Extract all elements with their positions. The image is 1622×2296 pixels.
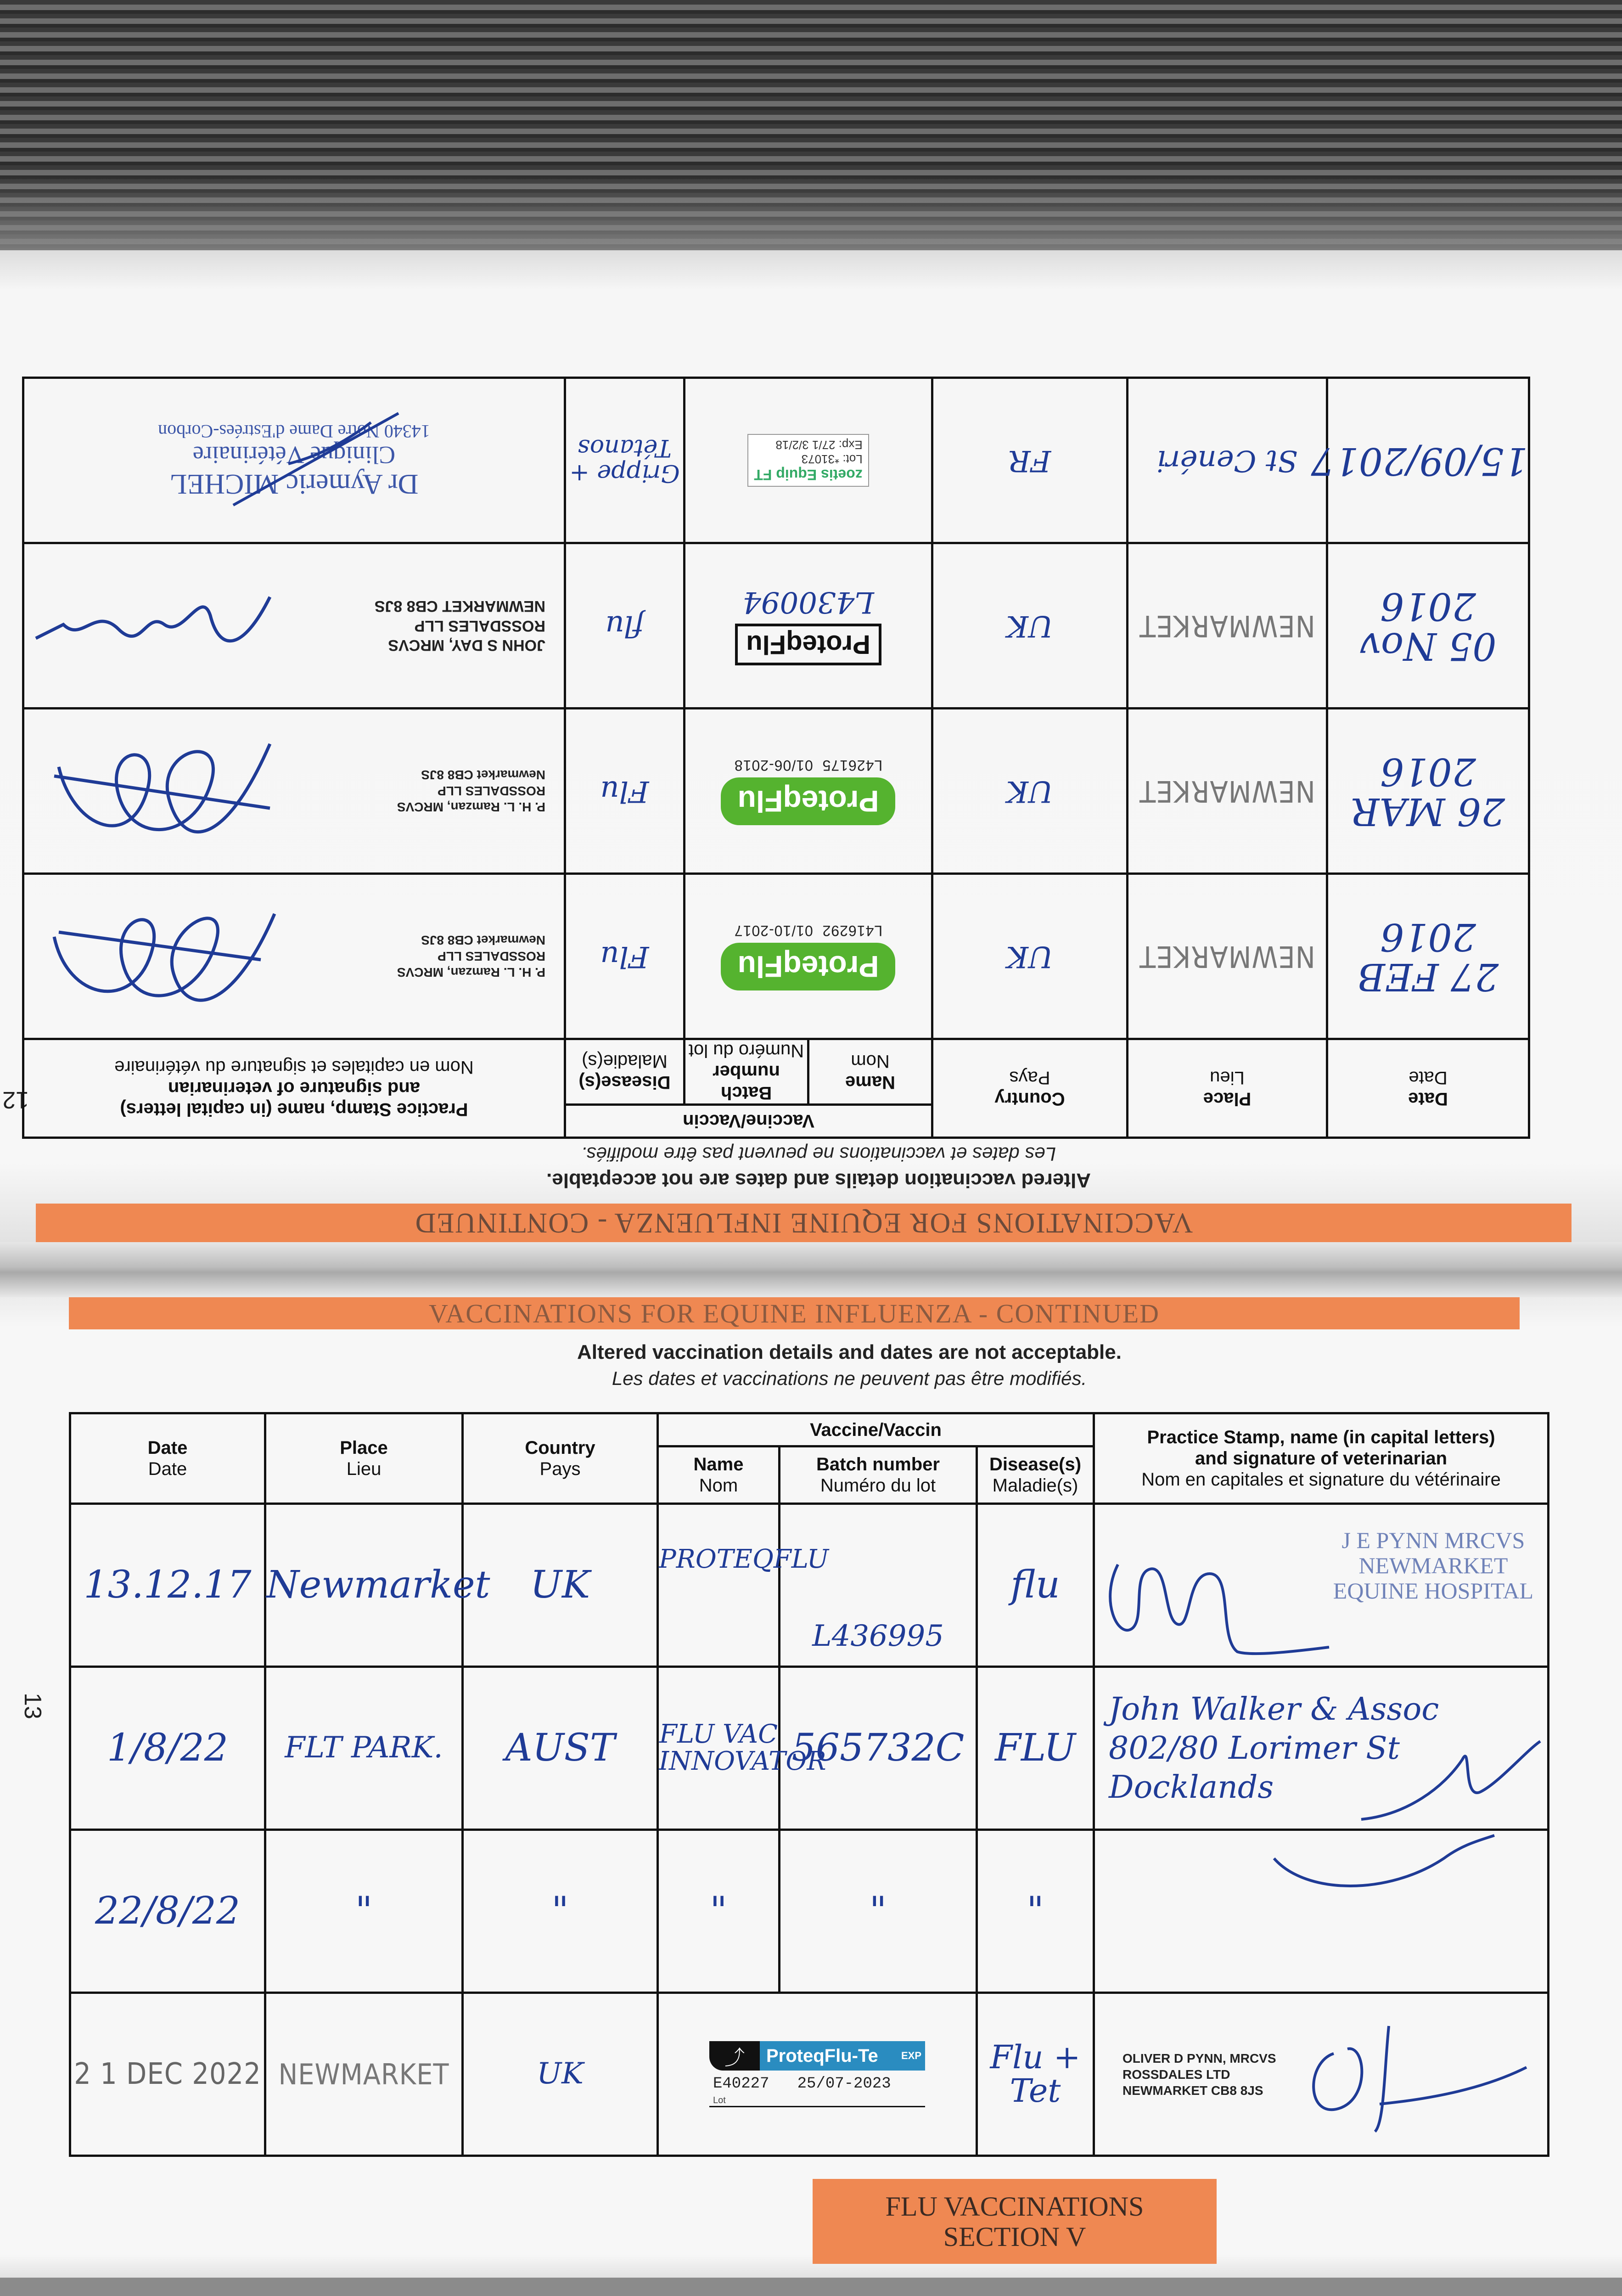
cell-stamp: P. H. L. Ramzan, MRCVS ROSSDALES LLP Newmarket CB8 8JS [23,874,565,1039]
header-batch: Batch number Numéro du lot [685,1039,808,1105]
header-country: Country Pays [463,1413,658,1504]
header-batch: Batch number Numéro du lot [780,1446,977,1504]
header-stamp: Practice Stamp, name (in capital letters) and signature of veterinarian Nom en capitales et signature du vétérinaire [23,1039,565,1138]
cell-stamp: OLIVER D PYNN, MRCVS ROSSDALES LTD NEWMARKET CB8 8JS [1094,1993,1549,2156]
cell-date: 13.12.17 [70,1504,265,1667]
cell-stamp: JOHN S DAY, MRCVS ROSSDALES LLP NEWMARKET CB8 8JS [23,543,565,709]
vaccination-table-12 [22,377,1530,1139]
table-row [23,709,1529,874]
cell-place: NEWMARKET [1128,874,1327,1039]
cell-place: " [265,1830,463,1993]
horse-icon: ⤴ [709,2041,760,2071]
signature [1269,1831,1499,1900]
table-row [70,1504,1549,1667]
proteqflu-te-label: ⤴ ProteqFlu-Te EXP E40227 25/07-2023 Lot [709,2041,925,2107]
zoetis-equip-label: zoetis Equip FT Lot: *31073 Exp: 27/1 3/2/18 [747,434,869,487]
header-date: Date Date [70,1413,265,1504]
table-row [23,378,1529,543]
cell-country: " [463,1830,658,1993]
cell-stamp: John Walker & Assoc 802/80 Lorimer St Docklands [1094,1667,1549,1830]
cell-country: AUST [463,1667,658,1830]
cell-stamp [1094,1830,1549,1993]
cell-name: " [658,1830,780,1993]
cell-disease: Flu + Tet [977,1993,1094,2156]
table-row [23,543,1529,709]
table-row [23,874,1529,1039]
cell-date: 22/8/22 [70,1830,265,1993]
proteqflu-label: ProteqFlu [721,943,896,990]
notice-french: Les dates et vaccinations ne peuvent pas être modifiés. [612,1367,1087,1389]
header-name: Name Nom [808,1039,932,1105]
cell-disease: Flu [565,709,684,874]
cell-disease: Flu [565,874,684,1039]
cell-date: 1/8/22 [70,1667,265,1830]
cell-stamp: Dr Aymeric MICHEL Clinique Vétérinaire 14340 Notre Dame d'Estrées-Corbon [23,378,565,543]
notice-english: Altered vaccination details and dates are not acceptable. [577,1341,1122,1363]
cell-stamp: J E PYNN MRCVS NEWMARKET EQUINE HOSPITAL [1094,1504,1549,1667]
cell-place: FLT PARK. [265,1667,463,1830]
cell-place: Newmarket [265,1504,463,1667]
page-12 [0,250,1622,1242]
section-footer [813,2179,1217,2264]
header-name: Name Nom [658,1446,780,1504]
cell-disease: FLU [977,1667,1094,1830]
cell-disease: Grippe + Tétanos [565,378,684,543]
cell-country: UK [932,874,1128,1039]
section-banner-text: VACCINATIONS FOR EQUINE INFLUENZA - CONTINUED [414,1207,1193,1239]
cell-disease: flu [977,1504,1094,1667]
header-stamp: Practice Stamp, name (in capital letters) and signature of veterinarian Nom en capitales et signature du vétérinaire [1094,1413,1549,1504]
cell-place: NEWMARKET [1128,709,1327,874]
cell-batch: 565732C [780,1667,977,1830]
page-13 [0,1297,1622,2285]
cell-place: NEWMARKET [1128,543,1327,709]
scanner-bottom-edge [0,2278,1622,2296]
cell-place: St Cenéri [1128,378,1327,543]
cell-date: 26 MAR 2016 [1327,709,1529,874]
cell-vaccine-label [685,378,932,543]
cell-batch: L436995 [780,1504,977,1667]
cell-vaccine-label: ProteqFlu L430094 [685,543,932,709]
table-row [70,1993,1549,2156]
cell-country: UK [463,1993,658,2156]
page-12-rotated-content [0,250,1622,1242]
cell-disease: flu [565,543,684,709]
vaccination-table-13 [69,1412,1549,2157]
alteration-notice [337,1143,1301,1192]
table-row [70,1667,1549,1830]
cell-disease: " [977,1830,1094,1993]
cell-vaccine-label [658,1993,977,2156]
section-banner-text: VACCINATIONS FOR EQUINE INFLUENZA - CONTINUED [428,1298,1160,1328]
cell-name: PROTEQFLU [658,1504,780,1667]
header-date: Date Date [1327,1039,1529,1138]
cell-stamp: P. H. L. Ramzan, MRCVS ROSSDALES LLP Newmarket CB8 8JS [23,709,565,874]
book-gutter [0,1242,1622,1297]
cell-date: 27 FEB 2016 [1327,874,1529,1039]
cell-place: NEWMARKET [265,1993,463,2156]
proteqflu-box-label: ProteqFlu [735,624,881,665]
header-disease: Disease(s) Maladie(s) [565,1039,684,1105]
cell-batch: " [780,1830,977,1993]
notice-english: Altered vaccination details and dates are not acceptable. [546,1169,1091,1192]
section-banner [36,1204,1571,1242]
cell-vaccine-label: ProteqFlu L416292 01/10-2017 [685,874,932,1039]
header-vaccine: Vaccine/Vaccin [658,1413,1094,1446]
header-place: Place Lieu [1128,1039,1327,1138]
footer-section: SECTION V [943,2221,1086,2252]
header-country: Country Pays [932,1039,1128,1138]
cell-country: FR [932,378,1128,543]
page-number: 13 [19,1693,46,1719]
section-banner [69,1297,1520,1329]
cell-date: 2 1 DEC 2022 [70,1993,265,2156]
cell-vaccine-label: ProteqFlu L426175 01/06-2018 [685,709,932,874]
proteqflu-label: ProteqFlu [721,777,896,825]
footer-title: FLU VACCINATIONS [885,2191,1144,2222]
header-place: Place Lieu [265,1413,463,1504]
cell-date: 05 Nov 2016 [1327,543,1529,709]
table-row [70,1830,1549,1993]
cell-country: UK [463,1504,658,1667]
notice-french: Les dates et vaccinations ne peuvent pas être modifiés. [581,1143,1056,1165]
signature [1100,1546,1338,1656]
cell-date: 15/09/2017 [1327,378,1529,543]
cell-country: UK [932,709,1128,874]
alteration-notice [413,1341,1285,1390]
header-disease: Disease(s) Maladie(s) [977,1446,1094,1504]
cell-country: UK [932,543,1128,709]
header-vaccine: Vaccine/Vaccin [565,1105,932,1138]
cell-name: FLU VAC INNOVATOR [658,1667,780,1830]
page-number: 12 [2,1086,29,1113]
